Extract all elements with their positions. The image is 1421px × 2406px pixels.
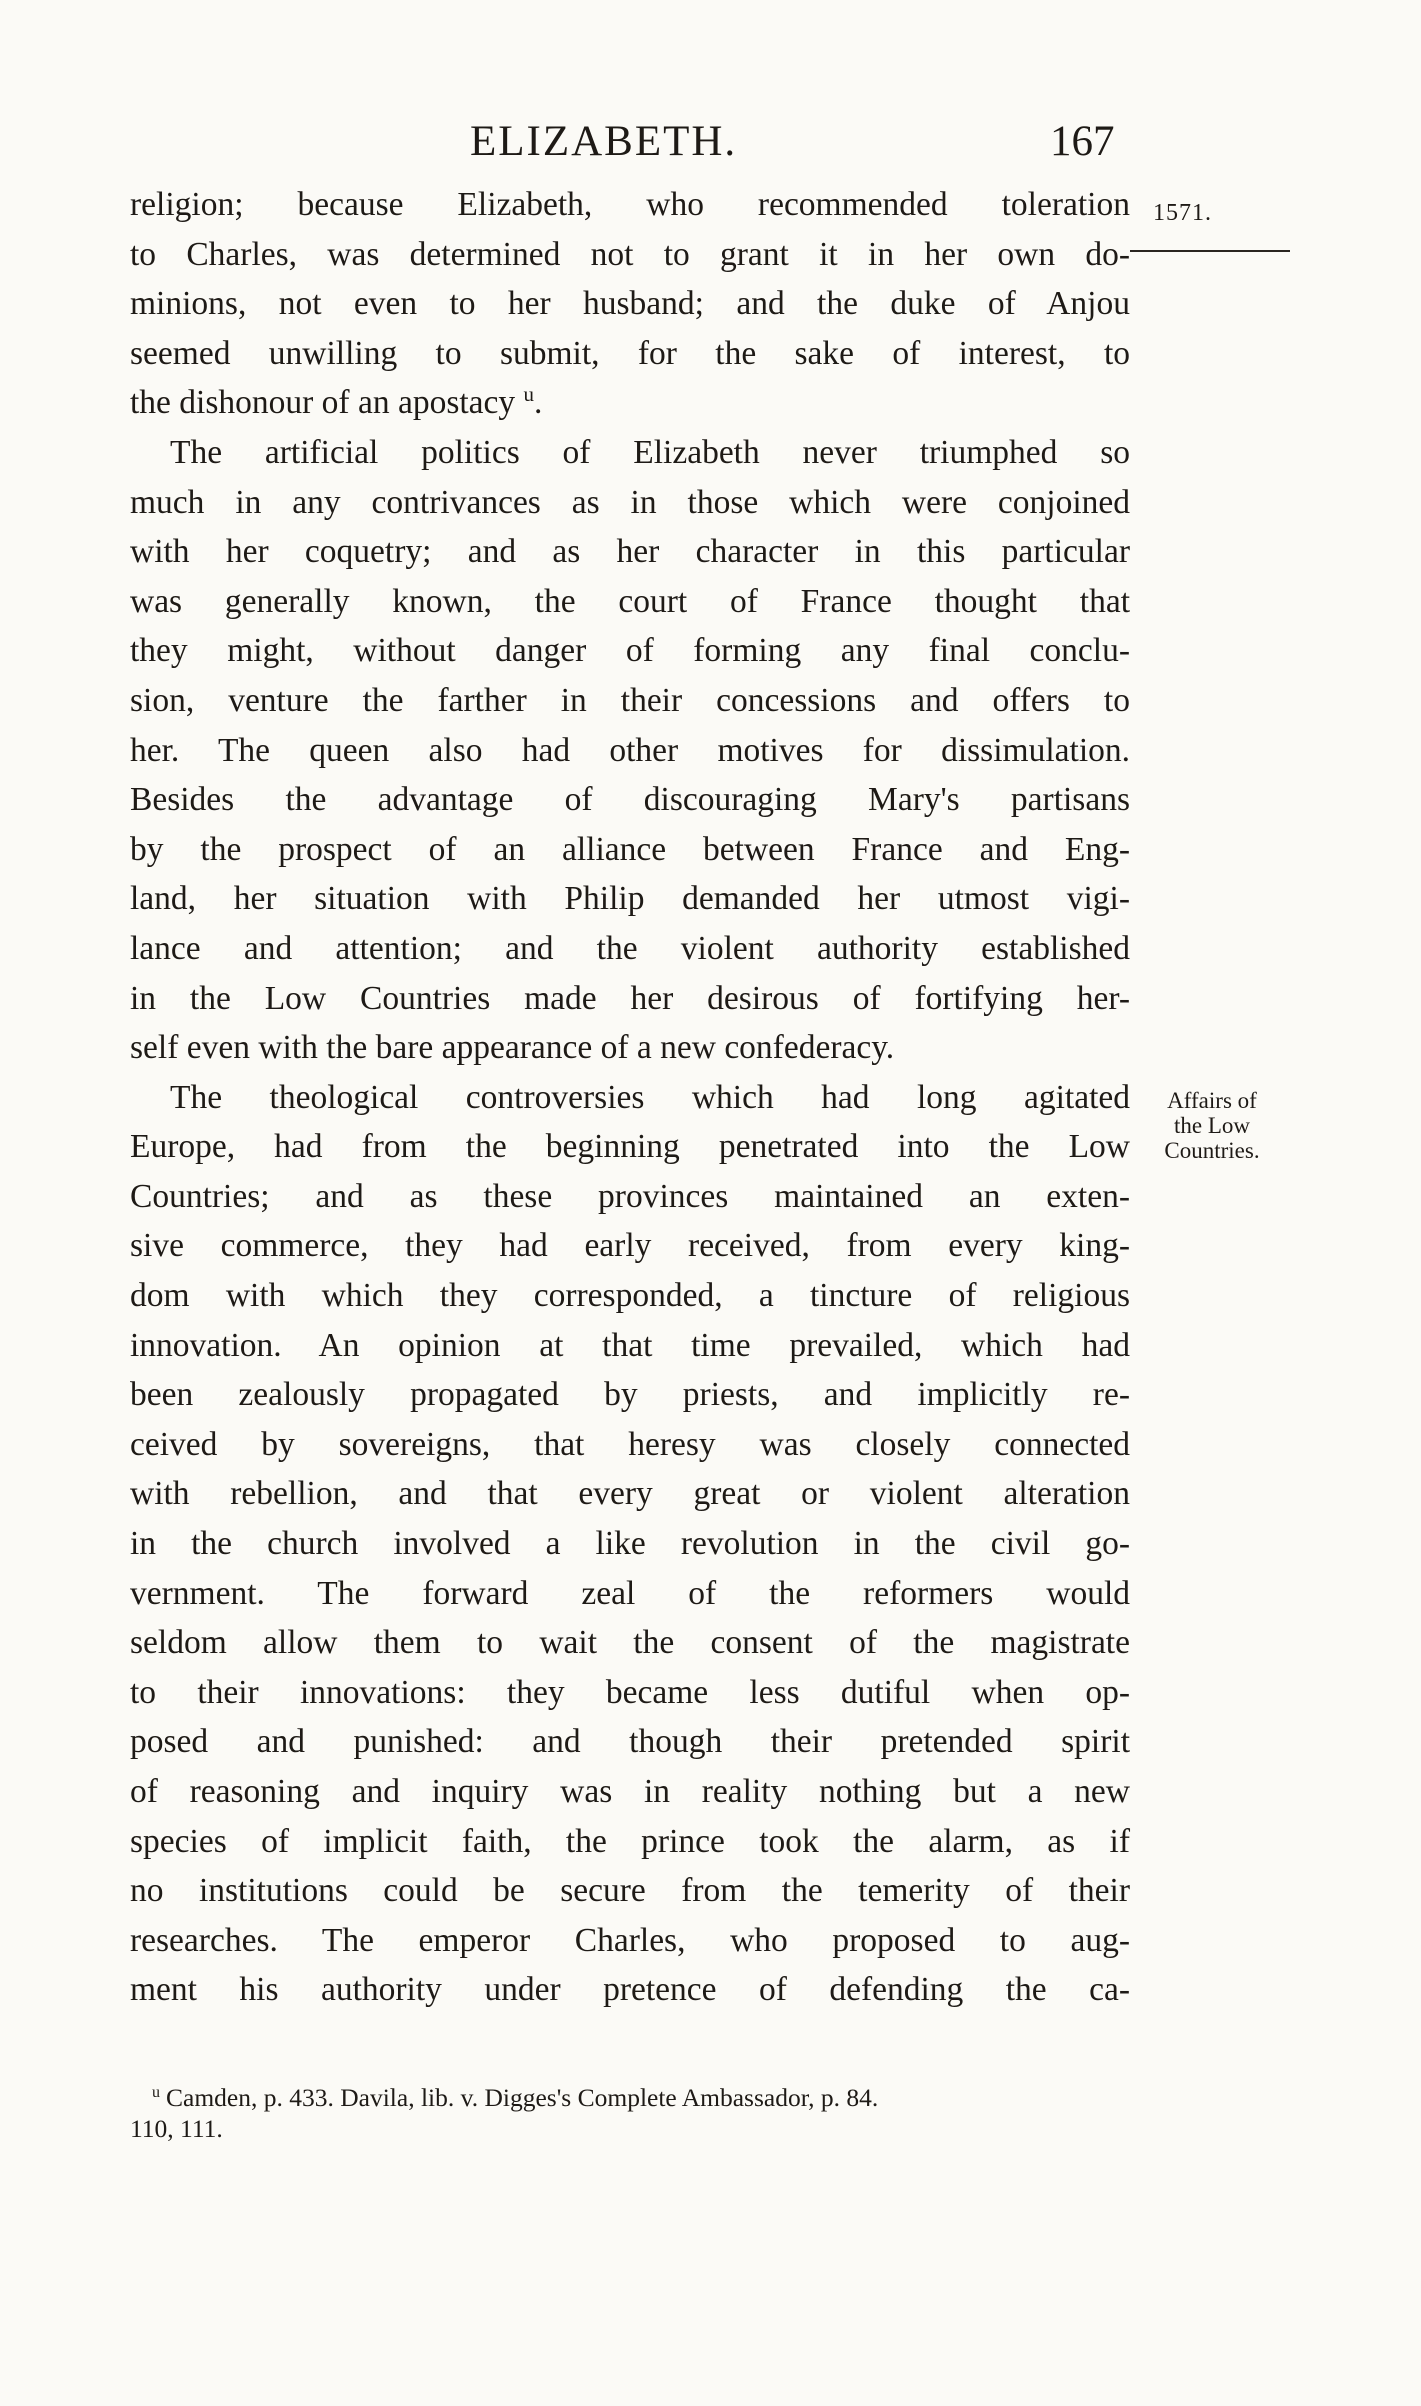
margin-note-line: Countries. (1164, 1138, 1260, 1163)
footnote-reference[interactable]: u (523, 382, 535, 407)
text-line: researches. The emperor Charles, who proposed to aug- (130, 1921, 1130, 1959)
text-line-with-note (130, 378, 1130, 428)
body-text (130, 180, 1130, 2015)
text-line: the dishonour of an apostacy (130, 384, 516, 422)
text-line: Countries; and as these provinces maintained an exten- (130, 1177, 1130, 1215)
text-line: her. The queen also had other motives for dissimulation. (130, 731, 1130, 769)
text-line: they might, without danger of forming any final conclu- (130, 632, 1130, 670)
text-line: sive commerce, they had early received, from every king- (130, 1227, 1130, 1265)
margin-date: 1571. (1153, 200, 1212, 226)
text-line: by the prospect of an alliance between France and Eng- (130, 830, 1130, 868)
text-line: vernment. The forward zeal of the reformers would (130, 1574, 1130, 1612)
text-line: to their innovations: they became less dutiful when op- (130, 1673, 1130, 1711)
text-line: sion, venture the farther in their concessions and offers to (130, 681, 1130, 719)
text-line: The theological controversies which had long agitated (170, 1078, 1130, 1116)
text-line: been zealously propagated by priests, and implicitly re- (130, 1376, 1130, 1414)
text-line: to Charles, was determined not to grant it in her own do- (130, 235, 1130, 273)
text-line: self even with the bare appearance of a new confederacy. (130, 1029, 895, 1067)
margin-note (1132, 1088, 1292, 1163)
text-line: minions, not even to her husband; and the duke of Anjou (130, 285, 1130, 323)
text-line: The artificial politics of Elizabeth never triumphed so (170, 433, 1130, 471)
text-line: land, her situation with Philip demanded her utmost vigi- (130, 880, 1130, 918)
text-line: in the church involved a like revolution in the civil go- (130, 1525, 1130, 1563)
text-line: dom with which they corresponded, a tincture of religious (130, 1277, 1130, 1315)
text-line: Besides the advantage of discouraging Mary's partisans (130, 781, 1130, 819)
note-ref-punctuation: . (534, 384, 543, 422)
text-line: ment his authority under pretence of defending the ca- (130, 1971, 1130, 2009)
footnote (130, 2082, 1130, 2144)
text-line: lance and attention; and the violent authority established (130, 929, 1130, 967)
text-line: much in any contrivances as in those which were conjoined (130, 483, 1130, 521)
text-line: ceived by sovereigns, that heresy was closely connected (130, 1425, 1130, 1463)
text-line: seldom allow them to wait the consent of the magistrate (130, 1624, 1130, 1662)
margin-rule (1130, 250, 1290, 252)
text-line: seemed unwilling to submit, for the sake of interest, to (130, 334, 1130, 372)
text-line: religion; because Elizabeth, who recommended toleration (130, 186, 1130, 223)
text-line: was generally known, the court of France thought that (130, 582, 1130, 620)
footnote-line (130, 2082, 1130, 2113)
text-line: posed and punished: and though their pretended spirit (130, 1723, 1130, 1761)
text-line: Europe, had from the beginning penetrated into the Low (130, 1128, 1130, 1166)
text-line: with her coquetry; and as her character in this particular (130, 533, 1130, 571)
page-number: 167 (1050, 118, 1115, 165)
text-line: of reasoning and inquiry was in reality nothing but a new (130, 1773, 1130, 1810)
text-line: species of implicit faith, the prince took the alarm, as if (130, 1822, 1130, 1860)
footnote-mark: u (152, 2084, 160, 2101)
footnote-text: Camden, p. 433. Davila, lib. v. Digges's Complete Ambassador, p. 84. (166, 2083, 879, 2112)
text-line: innovation. An opinion at that time prevailed, which had (130, 1326, 1130, 1364)
text-line: with rebellion, and that every great or violent alteration (130, 1475, 1130, 1513)
text-line: in the Low Countries made her desirous of fortifying her- (130, 979, 1130, 1017)
text-line: no institutions could be secure from the temerity of their (130, 1872, 1130, 1910)
margin-note-line: the Low (1173, 1113, 1250, 1138)
running-title: ELIZABETH. (470, 118, 738, 165)
margin-note-line: Affairs of (1167, 1088, 1257, 1113)
running-head (0, 112, 1421, 172)
footnote-line: 110, 111. (130, 2114, 223, 2143)
